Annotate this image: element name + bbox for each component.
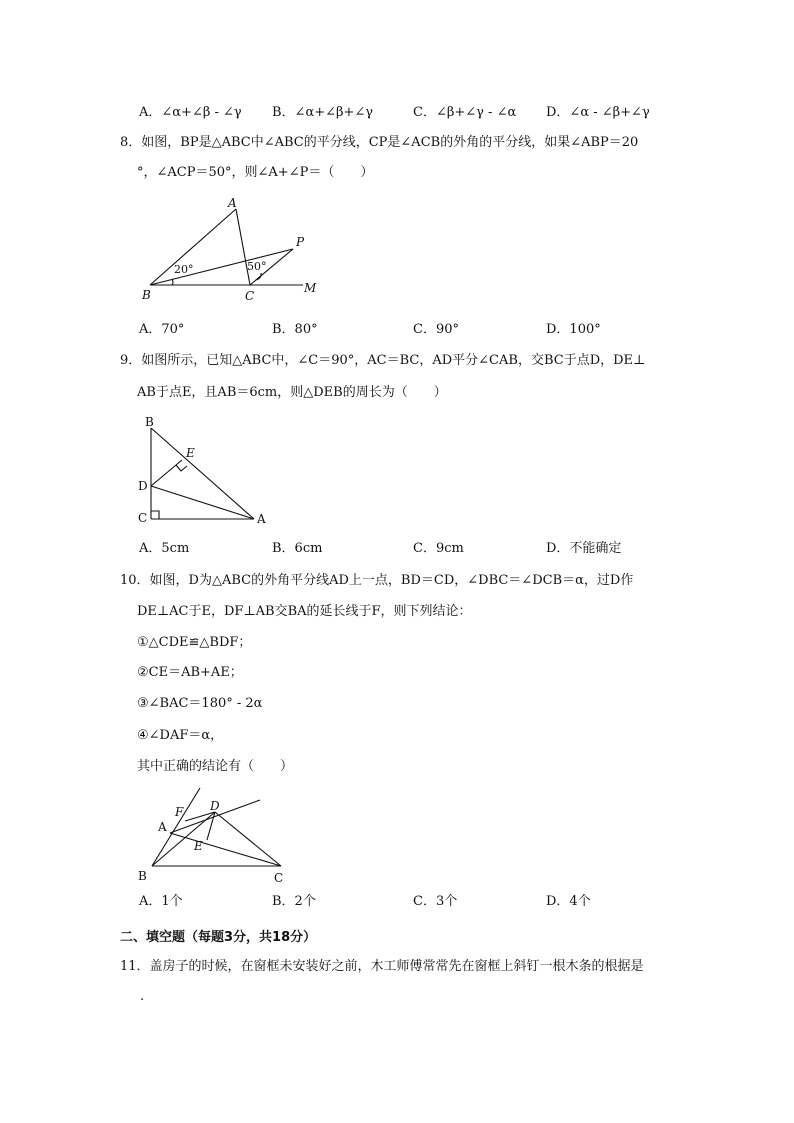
q10-label-b: B [138, 869, 147, 883]
q10-question: 其中正确的结论有（ ） [137, 759, 294, 774]
q10-line-ac [170, 833, 281, 866]
q8-label-c: C [245, 289, 255, 303]
q11-stem-line1: 11．盖房子的时候，在窗框未安装好之前，木工师傅常常先在窗框上斜钉一根木条的根据是 [120, 959, 644, 974]
q10-option-c: C．3个 [413, 894, 458, 909]
q9-label-e: E [186, 446, 195, 460]
q9-stem-line2: AB于点E，且AB＝6cm，则△DEB的周长为（ ） [137, 385, 447, 400]
q8-stem-line2: °，∠ACP＝50°，则∠A+∠P＝（ ） [137, 165, 374, 180]
q9-label-c: C [138, 511, 148, 525]
q8-label-a: A [228, 196, 237, 210]
q8-option-d: D．100° [546, 322, 601, 337]
q8-label-b: B [142, 288, 151, 302]
q10-label-d: D [210, 799, 220, 813]
q9-label-b: B [145, 415, 154, 429]
q9-option-b: B．6cm [272, 541, 323, 556]
q9-option-d: D．不能确定 [546, 541, 622, 556]
q10-line-de [207, 812, 215, 840]
q9-option-a: A．5cm [139, 541, 190, 556]
q8-angle-20: 20° [174, 263, 194, 276]
q10-line-dc [215, 812, 281, 866]
q9-label-d: D [138, 479, 148, 493]
q7-option-b: B．∠α+∠β+∠γ [272, 105, 374, 120]
q7-option-a: A．∠α+∠β - ∠γ [139, 105, 242, 120]
section-title-fill-in: 二、填空题（每题3分，共18分） [120, 930, 317, 945]
q11-stem-line2: . [140, 989, 145, 1004]
q10-option-d: D．4个 [546, 894, 591, 909]
q9-stem-line1: 9．如图所示，已知△ABC中，∠C＝90°，AC＝BC，AD平分∠CAB，交BC于点D，DE⊥ [120, 353, 646, 368]
q10-option-b: B．2个 [272, 894, 316, 909]
q8-option-b: B．80° [272, 322, 318, 337]
q10-stem-line1: 10．如图，D为△ABC的外角平分线AD上一点，BD＝CD，∠DBC＝∠DCB＝α，过D作 [120, 573, 634, 588]
q7-option-d: D．∠α - ∠β+∠γ [546, 105, 650, 120]
q10-item-2: ②CE＝AB+AE； [137, 665, 243, 680]
q10-label-c: C [274, 871, 284, 885]
q10-item-3: ③∠BAC＝180° - 2α [137, 696, 263, 711]
q8-stem-line1: 8．如图，BP是△ABC中∠ABC的平分线，CP是∠ACB的外角的平分线，如果∠ABP＝20 [120, 135, 639, 150]
q8-option-a: A．70° [139, 322, 185, 337]
q9-option-c: C．9cm [413, 541, 464, 556]
q8-angle-50: 50° [247, 260, 267, 273]
q10-stem-line2: DE⊥AC于E，DF⊥AB交BA的延长线于F，则下列结论： [137, 604, 472, 619]
q8-option-c: C．90° [413, 322, 459, 337]
q10-label-e: E [194, 839, 203, 853]
q10-item-4: ④∠DAF＝α， [137, 728, 224, 743]
q8-label-p: P [296, 235, 305, 249]
q10-label-a: A [158, 820, 167, 834]
q10-item-1: ①△CDE≌△BDF； [137, 635, 252, 650]
q7-option-c: C．∠β+∠γ - ∠α [413, 105, 517, 120]
q9-label-a: A [257, 512, 266, 526]
q8-label-m: M [304, 281, 317, 295]
q10-label-f: F [175, 805, 184, 819]
q10-option-a: A．1个 [139, 894, 183, 909]
